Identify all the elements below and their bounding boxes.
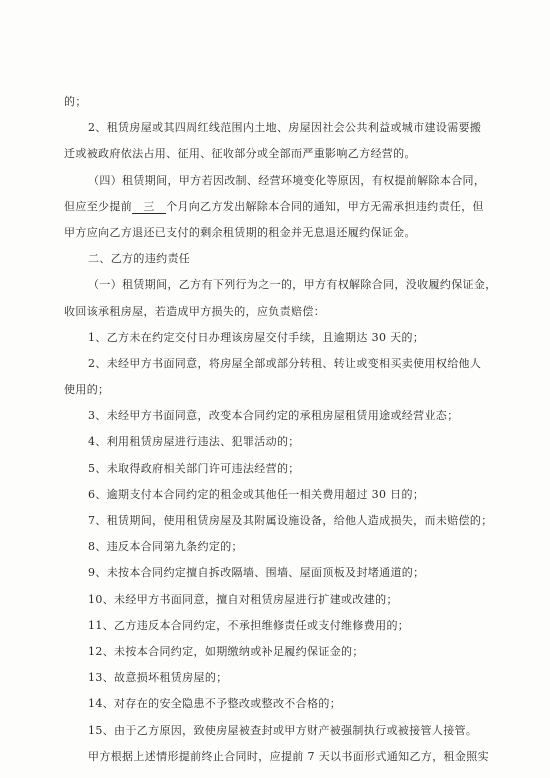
list-item: 7、租赁期间，使用租赁房屋及其附属设施设备，给他人造成损失，而未赔偿的； xyxy=(88,514,493,527)
list-item: 12、未按本合同约定，如期缴纳或补足履约保证金的； xyxy=(88,644,364,658)
paragraph-line: 2、租赁房屋或其四周红线范围内土地、房屋因社会公共利益或城市建设需要搬 xyxy=(88,121,482,135)
paragraph-line: 甲方根据上述情形提前终止合同时，应提前 7 天以书面形式通知乙方，租金照实 xyxy=(88,749,489,763)
list-item: 4、利用租赁房屋进行违法、犯罪活动的； xyxy=(88,435,300,449)
list-item: 3、未经甲方书面同意，改变本合同约定的承租房屋租赁用途或经营业态； xyxy=(88,409,459,423)
list-item: 11、乙方违反本合同约定，不承担维修责任或支付维修费用的； xyxy=(88,618,410,632)
paragraph-line: （一）租赁期间，乙方有下列行为之一的，甲方有权解除合同，没收履约保证金， xyxy=(88,278,497,292)
paragraph-line: 迁或被政府依法占用、征用、征收部分或全部而严重影响乙方经营的。 xyxy=(64,147,416,161)
list-item: 15、由于乙方原因，致使房屋被查封或甲方财产被强制执行或被接管人接管。 xyxy=(88,723,478,737)
paragraph-line-with-blank xyxy=(64,199,500,215)
line-text-after-blank: 个月向乙方发出解除本合同的通知，甲方无需承担违约责任，但 xyxy=(166,199,484,213)
filled-blank-months: 三 xyxy=(132,200,166,214)
list-item: 13、故意损坏租赁房屋的； xyxy=(88,671,228,685)
paragraph-line: 收回该承租房屋，若造成甲方损失的，应负责赔偿： xyxy=(64,304,326,318)
paragraph-line: 的； xyxy=(64,95,87,108)
line-text-before-blank: 但应至少提前 xyxy=(64,199,133,213)
paragraph-line: 甲方应向乙方退还已支付的剩余租赁期的租金并无息退还履约保证金。 xyxy=(64,225,416,239)
list-item: 14、对存在的安全隐患不予整改或整改不合格的； xyxy=(88,697,342,711)
list-item: 2、未经甲方书面同意，将房屋全部或部分转租、转让或变相买卖使用权给他人 xyxy=(88,356,482,370)
paragraph-line: （四）租赁期间，甲方若因改制、经营环境变化等原因，有权提前解除本合同， xyxy=(88,173,486,187)
list-item-continuation: 使用的； xyxy=(64,383,110,397)
list-item: 1、乙方未在约定交付日办理该房屋交付手续，且逾期达 30 天的； xyxy=(88,330,425,344)
section-heading: 二、乙方的违约责任 xyxy=(88,252,191,266)
list-item: 9、未按本合同约定擅自拆改隔墙、围墙、屋面顶板及封堵通道的； xyxy=(88,566,425,580)
list-item: 5、未取得政府相关部门许可违法经营的； xyxy=(88,461,300,475)
list-item: 6、逾期支付本合同约定的租金或其他任一相关费用超过 30 日的； xyxy=(88,487,425,501)
list-item: 8、违反本合同第九条约定的； xyxy=(88,540,243,554)
list-item: 10、未经甲方书面同意，擅自对租赁房屋进行扩建或改建的； xyxy=(88,592,398,606)
contract-text xyxy=(64,94,500,775)
